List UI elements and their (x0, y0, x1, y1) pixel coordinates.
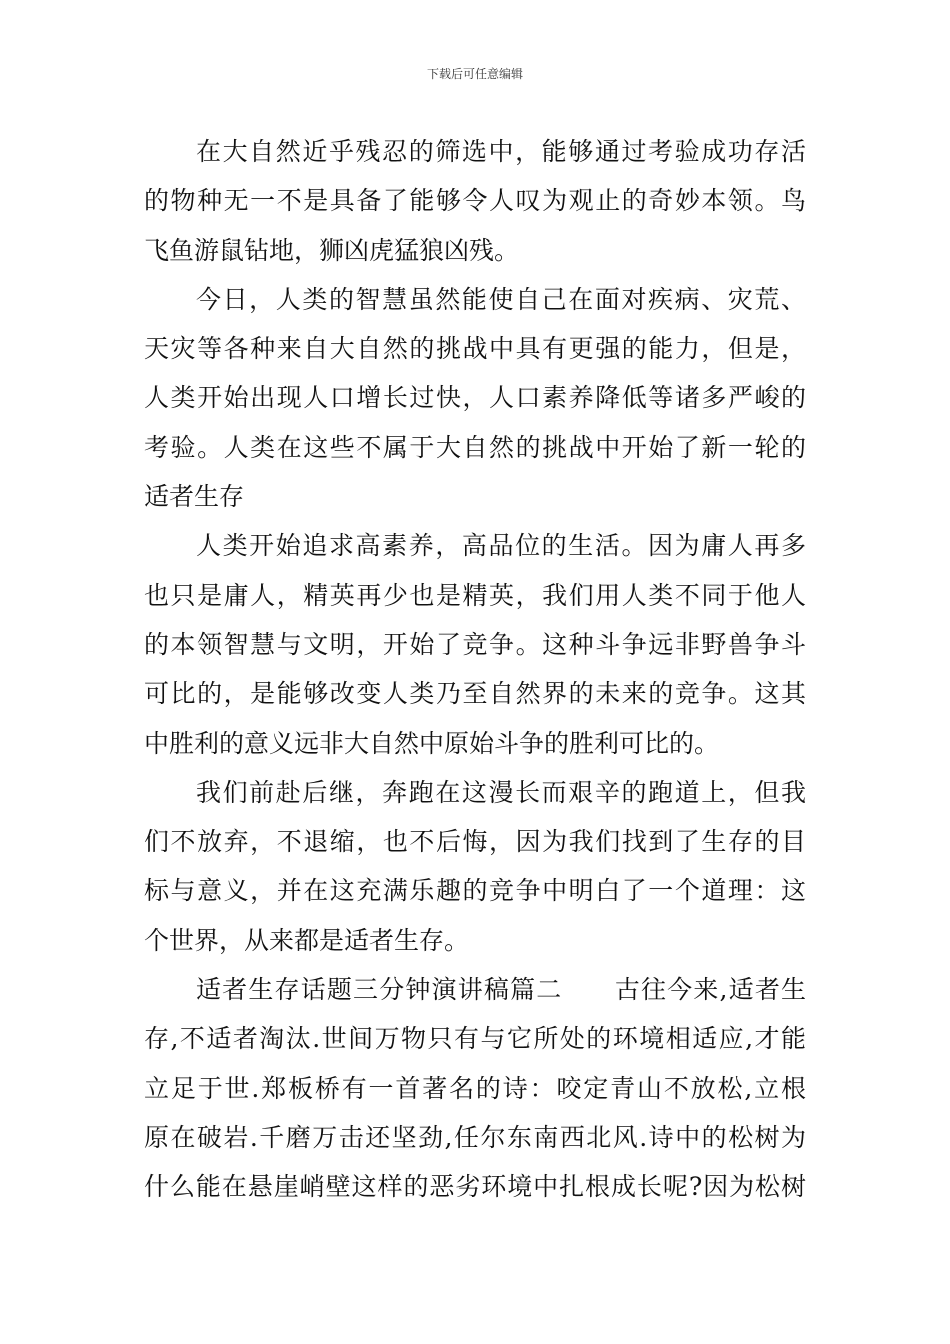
text-line: 在大自然近乎残忍的筛选中，能够通过考验成功存活 (196, 137, 806, 166)
text-line: 今日，人类的智慧虽然能使自己在面对疾病、灾荒、 (196, 284, 806, 314)
text-line: 可比的，是能够改变人类乃至自然界的未来的竞争。这其 (144, 679, 806, 709)
text-line: 的物种无一不是具备了能够令人叹为观止的奇妙本领。鸟 (144, 186, 806, 216)
text-line: 存,不适者淘汰.世间万物只有与它所处的环境相适应,才能 (144, 1024, 806, 1054)
text-line: 也只是庸人，精英再少也是精英，我们用人类不同于他人 (144, 580, 806, 610)
text-line: 适者生存 (144, 482, 245, 512)
document-body (144, 127, 806, 1212)
page-header: 下载后可任意编辑 (426, 67, 523, 81)
text-line: 原在破岩.千磨万击还坚劲,任尔东南西北风.诗中的松树为 (144, 1122, 806, 1152)
text-line: 们不放弃，不退缩，也不后悔，因为我们找到了生存的目 (144, 827, 806, 857)
text-line: 的本领智慧与文明，开始了竞争。这种斗争远非野兽争斗 (144, 629, 806, 659)
text-line: 我们前赴后继，奔跑在这漫长而艰辛的跑道上，但我 (196, 777, 806, 807)
text-line: 考验。人类在这些不属于大自然的挑战中开始了新一轮的 (144, 432, 806, 462)
text-line: 人类开始出现人口增长过快，人口素养降低等诸多严峻的 (144, 383, 806, 413)
text-line: 适者生存话题三分钟演讲稿篇二 古往今来,适者生 (196, 975, 806, 1005)
text-line: 人类开始追求高素养，高品位的生活。因为庸人再多 (196, 531, 806, 561)
text-line: 天灾等各种来自大自然的挑战中具有更强的能力，但是， (144, 334, 806, 364)
text-line: 飞鱼游鼠钻地，狮凶虎猛狼凶残。 (144, 235, 520, 265)
text-line: 标与意义，并在这充满乐趣的竞争中明白了一个道理：这 (144, 876, 806, 906)
text-line: 立足于世.郑板桥有一首著名的诗：咬定青山不放松,立根 (144, 1073, 806, 1103)
text-line: 什么能在悬崖峭壁这样的恶劣环境中扎根成长呢?因为松树 (144, 1172, 806, 1202)
text-line: 中胜利的意义远非大自然中原始斗争的胜利可比的。 (144, 728, 720, 758)
text-line: 个世界，从来都是适者生存。 (144, 925, 470, 955)
